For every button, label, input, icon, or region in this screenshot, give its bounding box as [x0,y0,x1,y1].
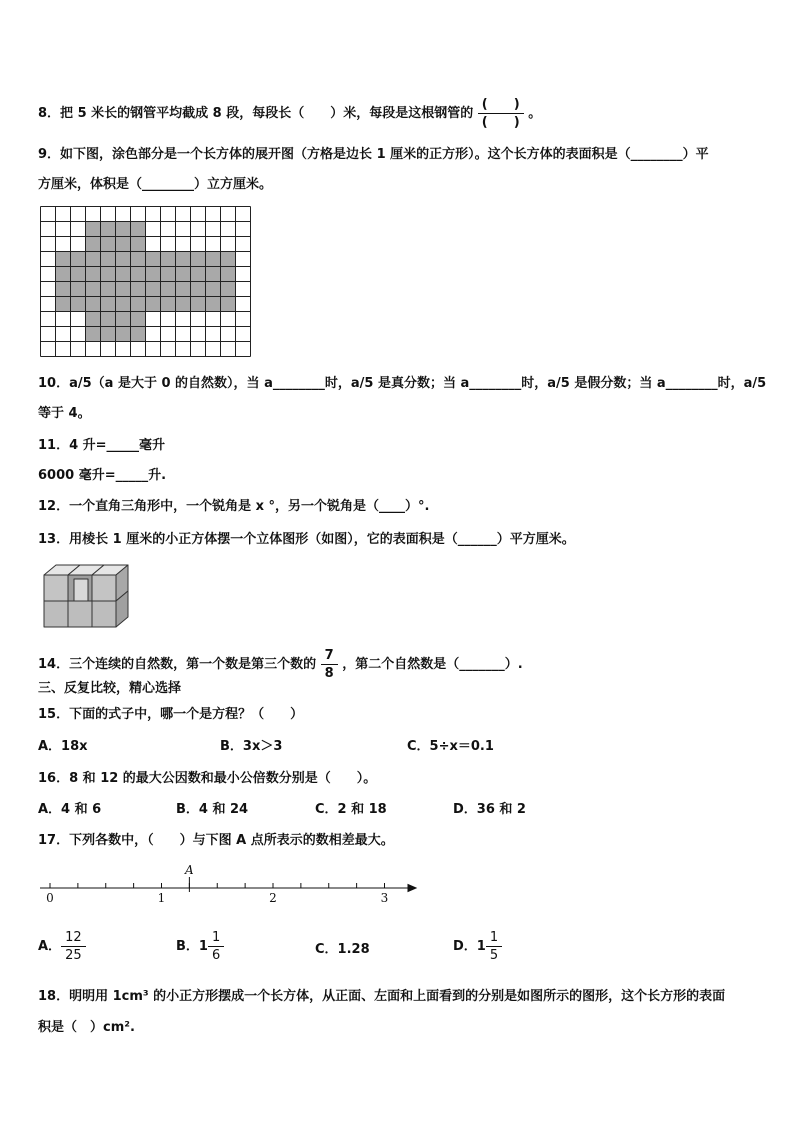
cuboid-net-grid-figure [40,206,253,359]
q14-fraction [323,648,336,681]
question-15: 15．下面的式子中，哪一个是方程？（ ） [38,707,304,722]
q11-line1: 11．4 升=_____毫升 [38,438,166,453]
question-16: 16．8 和 12 的最大公因数和最小公倍数分别是（ ）。 [38,771,377,786]
q17-option-d-numerator: 1 [489,930,499,945]
question-14 [38,648,523,681]
q14-text-after: ，第二个自然数是（_______）. [342,657,523,672]
question-12: 12．一个直角三角形中，一个锐角是 x °，另一个锐角是（____）°. [38,499,430,514]
q17-option-d-denominator: 5 [489,948,499,963]
q17-option-a-fraction [63,930,84,963]
question-17: 17．下列各数中，（ ）与下图 A 点所表示的数相差最大。 [38,833,394,848]
question-13: 13．用棱长 1 厘米的小正方体摆一个立体图形（如图），它的表面积是（______）平方厘米。 [38,532,575,547]
q15-option-b: B．3x＞3 [220,739,283,754]
q17-option-a [38,930,86,963]
q16-option-a: A．4 和 6 [38,802,102,817]
q17-option-b-denominator: 6 [211,948,221,963]
q17-option-b [176,930,224,963]
q15-option-a: A．18x [38,739,88,754]
q9-line1: 9．如下图，涂色部分是一个长方体的展开图（方格是边长 1 厘米的正方形）。这个长方体的表面积是（________）平 [38,147,709,162]
number-line-label: 1 [157,891,166,905]
q14-fraction-denominator: 8 [324,666,334,681]
q9-line2: 方厘米，体积是（________）立方厘米。 [38,177,273,192]
q17-option-d-fraction [488,930,500,963]
q17-option-d-label: D．1 [453,939,486,954]
q16-option-d: D．36 和 2 [453,802,526,817]
q10-line2: 等于 4。 [38,406,91,421]
section-3-title: 三、反复比较，精心选择 [38,681,182,696]
cube-stack-figure [42,561,134,633]
q8-text: 8．把 5 米长的钢管平均截成 8 段，每段长（ ）米，每段是这根钢管的 [38,106,474,121]
number-line-label: 3 [380,891,389,905]
number-line-figure [38,862,423,906]
q17-option-b-label: B．1 [176,939,208,954]
q8-fraction-denominator: ( ) [481,115,520,130]
q17-option-b-fraction [210,930,222,963]
point-a-label: A [185,863,194,877]
q18-line1: 18．明明用 1cm³ 的小正方形摆成一个长方体，从正面、左面和上面看到的分别是如图所示的图形，这个长方形的表面 [38,989,726,1004]
q8-fraction-numerator: ( ) [481,97,520,112]
number-line-label: 0 [46,891,54,905]
q17-option-a-numerator: 12 [65,930,82,945]
q10-line1: 10．a/5（a 是大于 0 的自然数），当 a________时，a/5 是真分数；当 a________时，a/5 是假分数；当 a________时，a/5 [38,376,767,391]
q11-line2: 6000 毫升=_____升. [38,468,167,483]
q18-line2: 积是（ ）cm². [38,1020,135,1035]
q17-option-a-denominator: 25 [65,948,82,963]
question-8 [38,97,541,130]
q17-option-c: C．1.28 [315,942,370,957]
q17-option-d [453,930,502,963]
q17-option-b-numerator: 1 [211,930,221,945]
q8-end: 。 [528,106,542,121]
q14-fraction-numerator: 7 [324,648,334,663]
q15-option-c: C．5÷x＝0.1 [407,739,494,754]
q17-option-a-label: A． [38,939,62,954]
q8-fraction [480,97,522,130]
q14-text-before: 14．三个连续的自然数，第一个数是第三个数的 [38,657,317,672]
q16-option-c: C．2 和 18 [315,802,387,817]
number-line-label: 2 [269,891,277,905]
q16-option-b: B．4 和 24 [176,802,249,817]
